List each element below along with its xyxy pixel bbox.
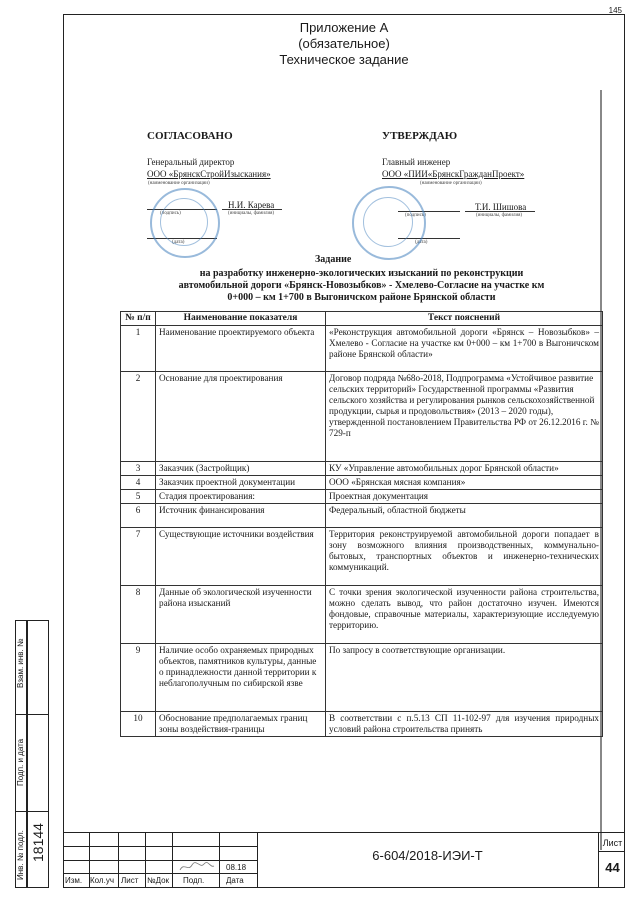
row-num: 10 [121,712,156,737]
appendix-subtitle: (обязательное) [298,36,390,51]
row-text: ООО «Брянская мясная компания» [326,476,603,490]
table-row [121,462,603,476]
col-data: Дата [226,876,244,885]
row-num: 6 [121,504,156,528]
col-koluch: Кол.уч [90,876,114,885]
approval-left-name: Н.И. Карева [228,200,275,210]
row-name: Наличие особо охраняемых природных объектов, памятников культуры, данные о принадлежности данной территории к неблагополучным по сибирской язве [156,644,326,712]
row-text: По запросу в соответствующие организации. [326,644,603,712]
row-name: Обоснование предполагаемых границ зоны воздействия-границы [156,712,326,737]
row-num: 8 [121,586,156,644]
table-row [121,712,603,737]
row-name: Существующие источники воздействия [156,528,326,586]
col-ndok: №Док [147,876,170,885]
sheet-number: 44 [605,860,620,875]
row-num: 1 [121,326,156,372]
approval-right-org-caption: (наименование организации) [420,181,482,186]
table-row [121,644,603,712]
table-header-row [121,312,603,326]
row-num: 7 [121,528,156,586]
left-seal-stamp [150,188,220,258]
approval-right-position: Главный инженер [382,157,451,167]
row-num: 9 [121,644,156,712]
appendix-heading: Техническое задание [279,52,409,67]
titleblock-col-line [219,832,220,888]
table-row [121,504,603,528]
col-izm: Изм. [65,876,83,885]
titleblock-row-line [63,860,257,861]
row-text: В соответствии с п.5.13 СП 11-102-97 для изучения природных условий района строительства принять [326,712,603,737]
row-text: Территория реконструируемой автомобильной дороги попадает в зону возможного влияния производственных, коммунально-бытовых, транспортных объектов и инженерно-технических коммуникаций. [326,528,603,586]
row-name: Наименование проектируемого объекта [156,326,326,372]
approval-right-name: Т.И. Шишова [475,202,527,212]
right-seal-stamp [352,186,426,260]
row-num: 5 [121,490,156,504]
table-row [121,372,603,462]
row-num: 3 [121,462,156,476]
row-text: Федеральный, областной бюджеты [326,504,603,528]
table-row [121,490,603,504]
task-line-1: на разработку инженерно-экологических изысканий по реконструкции [199,268,524,279]
task-line-3: 0+000 – км 1+700 в Выгоничском районе Брянской области [227,292,496,303]
titleblock-col-line [172,832,173,888]
row-num: 2 [121,372,156,462]
row-name: Заказчик проектной документации [156,476,326,490]
approval-left-title: СОГЛАСОВАНО [147,130,233,142]
table-row [121,586,603,644]
page-number: 145 [608,6,622,15]
approval-left-sign-caption: (подпись) [160,211,181,216]
document-code: 6-604/2018-ИЭИ-Т [372,848,483,863]
row-name: Стадия проектирования: [156,490,326,504]
col-podp: Подп. [183,876,205,885]
approval-right-title: УТВЕРЖДАЮ [382,130,458,142]
col-list: Лист [121,876,139,885]
row-name: Источник финансирования [156,504,326,528]
approval-left-org-caption: (наименование организации) [148,181,210,186]
appendix-title: Приложение А [299,20,389,35]
header-text: Текст пояснений [326,312,603,326]
row-name: Заказчик (Застройщик) [156,462,326,476]
header-name: Наименование показателя [156,312,326,326]
titleblock-date: 08.18 [226,863,247,872]
titleblock-top-border [63,832,625,833]
row-num: 4 [121,476,156,490]
titleblock-row-line [63,846,257,847]
task-line-2: автомобильной дороги «Брянск-Новозыбков» - Хмелево-Согласие на участке км [178,280,545,291]
sheet-box-line [598,851,625,852]
task-heading [120,268,603,304]
table-row [121,528,603,586]
sidebar-inv-label: Инв. № подл. [16,830,25,880]
approval-right-org: ООО «ПИИ«БрянскГражданПроект» [382,169,525,179]
approval-left-date-caption: (дата) [172,240,185,245]
approval-right-date-caption: (дата) [415,240,428,245]
row-text: С точки зрения экологической изученности района строительства, можно сделать вывод, что район достаточно изучен. Имеются фондовые, справочные материалы, характеризующие исследуемую территорию. [326,586,603,644]
header-num: № п/п [121,312,156,326]
requirements-table [120,311,603,737]
name-line [222,209,282,210]
approval-right-name-caption: (инициалы, фамилия) [476,213,523,218]
row-text: Проектная документация [326,490,603,504]
row-text: «Реконструкция автомобильной дороги «Брянск – Новозыбков» – Хмелево - Согласие на участке км 0+000 – км 1+700 в Выгоничском районе Брянской области» [326,326,603,372]
titleblock-col-line [145,832,146,888]
row-name: Основание для проектирования [156,372,326,462]
titleblock-col-line [598,832,599,888]
titleblock-row-line [63,873,257,874]
row-name: Данные об экологической изученности района изысканий [156,586,326,644]
task-title: Задание [315,254,352,265]
titleblock-col-line [118,832,119,888]
sheet-label: Лист [602,838,623,848]
row-text: Договор подряда №68о-2018, Подпрограмма «Устойчивое развитие сельских территорий» Государственной программы «Развития сельского хозяйства и регулирования рынков сельскохозяйственной продукции, сырья и продовольствия» (2013 – 2020 годы), утвержденной постановлением Правительства РФ от 26.12.2016 г. № 729-п [326,372,603,462]
row-text: КУ «Управление автомобильных дорог Брянской области» [326,462,603,476]
sidebar-inv-number: 18144 [30,823,46,862]
table-row [121,476,603,490]
approval-left-name-caption: (инициалы, фамилия) [228,211,275,216]
handwritten-signature [178,860,216,873]
approval-left-position: Генеральный директор [147,157,235,167]
approval-right-sign-caption: (подпись) [405,213,426,218]
sidebar-podp-label: Подп. и дата [16,738,25,786]
name-line [465,211,535,212]
sidebar-vzam-label: Взам. инв. № [16,638,25,688]
approval-left-org: ООО «БрянскСтройИзыскания» [147,169,271,179]
table-row [121,326,603,372]
